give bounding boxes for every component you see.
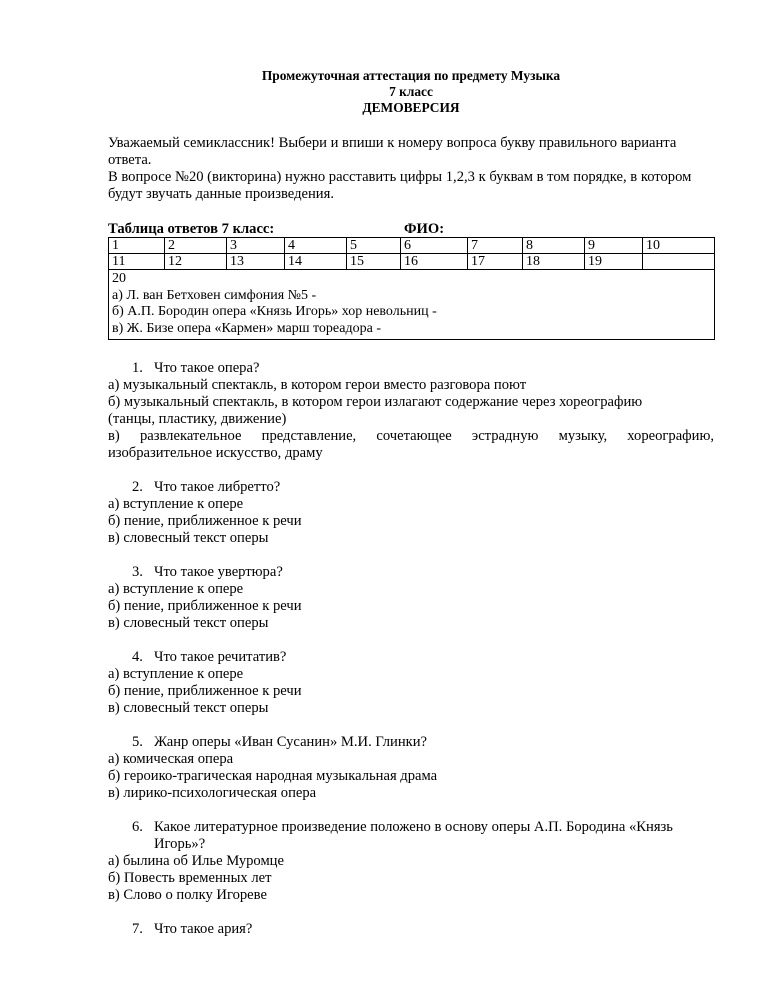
answer-option: б) пение, приближенное к речи xyxy=(108,683,302,699)
answer-option: (танцы, пластику, движение) xyxy=(108,411,287,427)
answer-cell-20[interactable] xyxy=(109,270,715,340)
answer-option: в) словесный текст оперы xyxy=(108,530,269,546)
question-number: 7. xyxy=(132,921,143,937)
answer-option: в) Слово о полку Игореве xyxy=(108,887,267,903)
answer-cell[interactable]: 8 xyxy=(523,238,585,254)
document-title: Промежуточная аттестация по предмету Музыка xyxy=(261,68,561,83)
q20-item-a: а) Л. ван Бетховен симфония №5 - xyxy=(112,287,317,303)
answer-option: а) вступление к опере xyxy=(108,496,244,512)
fio-label: ФИО: xyxy=(404,221,445,237)
question-stem xyxy=(108,734,714,751)
question-number: 5. xyxy=(132,734,143,750)
answer-cell[interactable]: 16 xyxy=(401,254,468,270)
question-stem xyxy=(108,649,714,666)
q20-item-c: в) Ж. Бизе опера «Кармен» марш тореадора - xyxy=(112,320,382,336)
answer-cell[interactable]: 19 xyxy=(585,254,643,270)
answer-cell[interactable]: 4 xyxy=(285,238,347,254)
answer-cell[interactable]: 11 xyxy=(109,254,165,270)
answer-cell[interactable]: 14 xyxy=(285,254,347,270)
document-page xyxy=(108,0,714,955)
answer-cell[interactable]: 7 xyxy=(468,238,523,254)
answer-option: б) Повесть временных лет xyxy=(108,870,272,886)
question-7 xyxy=(108,921,714,938)
answer-table-header xyxy=(108,221,714,237)
question-number: 1. xyxy=(132,360,143,376)
answer-option: изобразительное искусство, драму xyxy=(108,445,323,461)
answer-option: а) комическая опера xyxy=(108,751,234,767)
answer-table xyxy=(108,237,715,340)
answer-cell[interactable]: 6 xyxy=(401,238,468,254)
answer-cell[interactable]: 15 xyxy=(347,254,401,270)
answer-cell[interactable]: 5 xyxy=(347,238,401,254)
question-1 xyxy=(108,360,714,462)
answer-option: а) музыкальный спектакль, в котором герои вместо разговора поют xyxy=(108,377,527,393)
question-5 xyxy=(108,734,714,802)
question-3 xyxy=(108,564,714,632)
question-number: 4. xyxy=(132,649,143,665)
answer-option: б) пение, приближенное к речи xyxy=(108,598,302,614)
question-number: 6. xyxy=(132,819,143,835)
answer-option: б) героико-трагическая народная музыкальная драма xyxy=(108,768,438,784)
answer-option: а) былина об Илье Муромце xyxy=(108,853,284,869)
answer-cell[interactable]: 12 xyxy=(165,254,227,270)
demo-label: ДЕМОВЕРСИЯ xyxy=(362,100,460,115)
answer-cell[interactable]: 9 xyxy=(585,238,643,254)
question-number: 2. xyxy=(132,479,143,495)
question-text: Что такое либретто? xyxy=(154,479,281,495)
q20-number: 20 xyxy=(112,271,126,286)
answer-option: б) пение, приближенное к речи xyxy=(108,513,302,529)
question-stem xyxy=(108,564,714,581)
question-4 xyxy=(108,649,714,717)
answer-option: в) словесный текст оперы xyxy=(108,700,269,716)
answer-cell[interactable] xyxy=(643,254,715,270)
question-stem xyxy=(108,360,714,377)
question-text: Что такое опера? xyxy=(154,360,260,376)
answer-cell[interactable]: 10 xyxy=(643,238,715,254)
question-list xyxy=(108,360,714,938)
question-number: 3. xyxy=(132,564,143,580)
answer-table-label: Таблица ответов 7 класс: xyxy=(108,221,275,237)
answer-option: б) музыкальный спектакль, в котором герои излагают содержание через хореографию xyxy=(108,394,643,410)
answer-cell[interactable]: 1 xyxy=(109,238,165,254)
question-text: Что такое речитатив? xyxy=(154,649,287,665)
question-stem xyxy=(108,479,714,496)
instructions xyxy=(108,135,714,203)
grade-label: 7 класс xyxy=(389,84,433,99)
question-2 xyxy=(108,479,714,547)
question-text: Какое литературное произведение положено в основу оперы А.П. Бородина «Князь Игорь»? xyxy=(154,819,673,852)
instruction-paragraph-1: Уважаемый семиклассник! Выбери и впиши к номеру вопроса букву правильного варианта ответа. xyxy=(108,135,677,168)
question-text: Что такое увертюра? xyxy=(154,564,283,580)
answer-option: а) вступление к опере xyxy=(108,666,244,682)
fio-field[interactable] xyxy=(404,221,691,238)
answer-cell[interactable]: 18 xyxy=(523,254,585,270)
answer-option: в) словесный текст оперы xyxy=(108,615,269,631)
answer-cell[interactable]: 17 xyxy=(468,254,523,270)
question-stem xyxy=(108,921,714,938)
q20-item-b: б) А.П. Бородин опера «Князь Игорь» хор невольниц - xyxy=(112,304,437,319)
question-text: Жанр оперы «Иван Сусанин» М.И. Глинки? xyxy=(154,734,428,750)
answer-option: в) развлекательное представление, сочетающее эстрадную музыку, хореографию, xyxy=(108,428,714,444)
question-stem xyxy=(108,819,714,853)
answer-cell[interactable]: 2 xyxy=(165,238,227,254)
answer-row-1 xyxy=(109,238,715,254)
answer-option: а) вступление к опере xyxy=(108,581,244,597)
question-text: Что такое ария? xyxy=(154,921,253,937)
answer-row-2 xyxy=(109,254,715,270)
answer-row-20 xyxy=(109,270,715,340)
answer-cell[interactable]: 13 xyxy=(227,254,285,270)
answer-cell[interactable]: 3 xyxy=(227,238,285,254)
answer-option: в) лирико-психологическая опера xyxy=(108,785,317,801)
question-6 xyxy=(108,819,714,904)
fio-blank-line[interactable] xyxy=(444,223,691,238)
instruction-paragraph-2: В вопросе №20 (викторина) нужно расставить цифры 1,2,3 к буквам в том порядке, в котором будут звучать данные произведения. xyxy=(108,169,692,202)
